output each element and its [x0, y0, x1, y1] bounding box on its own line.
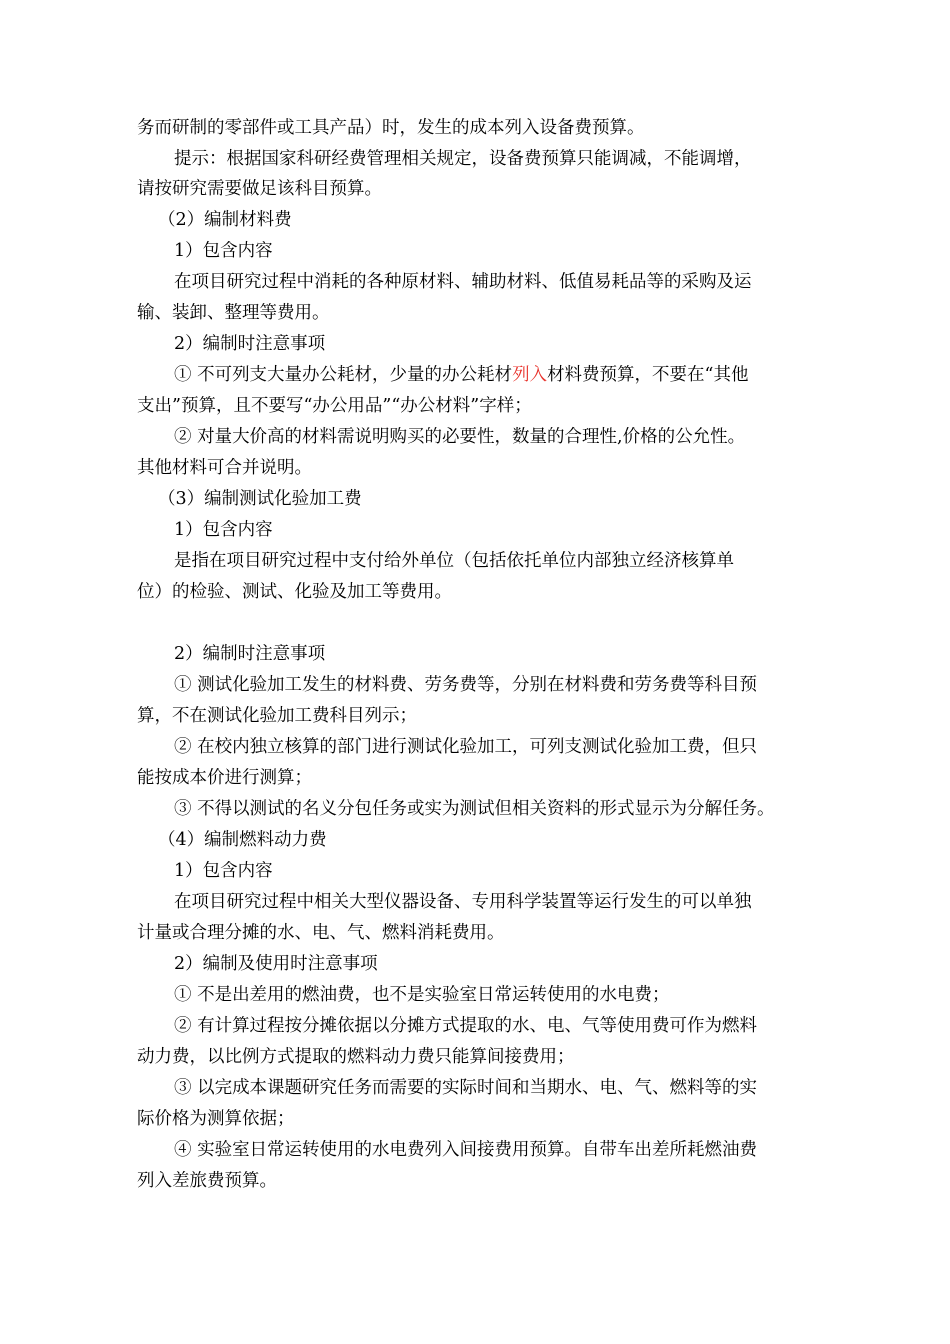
subsection-heading: 1）包含内容 — [174, 520, 273, 540]
section-heading: （3）编制测试化验加工费 — [158, 489, 362, 509]
paragraph-line: 在项目研究过程中消耗的各种原材料、辅助材料、低值易耗品等的采购及运 — [174, 272, 752, 292]
paragraph-line: 请按研究需要做足该科目预算。 — [137, 179, 382, 199]
paragraph-line: 计量或合理分摊的水、电、气、燃料消耗费用。 — [137, 923, 505, 943]
paragraph-line: ② 在校内独立核算的部门进行测试化验加工，可列支测试化验加工费，但只 — [174, 737, 758, 757]
paragraph-line: 算，不在测试化验加工费科目列示； — [137, 706, 417, 726]
paragraph-line: 列入差旅费预算。 — [137, 1171, 277, 1191]
paragraph-line: 在项目研究过程中相关大型仪器设备、专用科学装置等运行发生的可以单独 — [174, 892, 752, 912]
paragraph-line: 提示：根据国家科研经费管理相关规定，设备费预算只能调减，不能调增， — [174, 149, 752, 169]
paragraph-line: 位）的检验、测试、化验及加工等费用。 — [137, 582, 452, 602]
paragraph-line: 其他材料可合并说明。 — [137, 458, 312, 478]
paragraph-line: ③ 不得以测试的名义分包任务或实为测试但相关资料的形式显示为分解任务。 — [174, 799, 775, 819]
paragraph-line: 动力费，以比例方式提取的燃料动力费只能算间接费用； — [137, 1047, 575, 1067]
highlighted-text: 列入 — [512, 365, 548, 385]
paragraph-line: ③ 以完成本课题研究任务而需要的实际时间和当期水、电、气、燃料等的实 — [174, 1078, 758, 1098]
paragraph-line: ② 对量大价高的材料需说明购买的必要性，数量的合理性,价格的公允性。 — [174, 427, 746, 447]
paragraph-line: 务而研制的零部件或工具产品）时，发生的成本列入设备费预算。 — [137, 118, 645, 138]
paragraph-line: ④ 实验室日常运转使用的水电费列入间接费用预算。自带车出差所耗燃油费 — [174, 1140, 758, 1160]
subsection-heading: 2）编制时注意事项 — [174, 334, 326, 354]
line-text: 材料费预算，不要在“其他 — [547, 365, 749, 385]
subsection-heading: 1）包含内容 — [174, 241, 273, 261]
paragraph-line: 支出”预算，且不要写“办公用品”“办公材料”字样； — [137, 396, 532, 416]
subsection-heading: 2）编制及使用时注意事项 — [174, 954, 378, 974]
paragraph-line: ① 不是出差用的燃油费，也不是实验室日常运转使用的水电费； — [174, 985, 670, 1005]
section-heading: （4）编制燃料动力费 — [158, 830, 327, 850]
subsection-heading: 2）编制时注意事项 — [174, 644, 326, 664]
paragraph-line: 输、装卸、整理等费用。 — [137, 303, 330, 323]
paragraph-line: 际价格为测算依据； — [137, 1109, 295, 1129]
line-text: ① 不可列支大量办公耗材，少量的办公耗材 — [174, 365, 513, 385]
subsection-heading: 1）包含内容 — [174, 861, 273, 881]
paragraph-line — [174, 364, 749, 386]
paragraph-line: 是指在项目研究过程中支付给外单位（包括依托单位内部独立经济核算单 — [174, 551, 734, 571]
paragraph-line: ① 测试化验加工发生的材料费、劳务费等，分别在材料费和劳务费等科目预 — [174, 675, 758, 695]
paragraph-line: 能按成本价进行测算； — [137, 768, 312, 788]
section-heading: （2）编制材料费 — [158, 210, 292, 230]
paragraph-line: ② 有计算过程按分摊依据以分摊方式提取的水、电、气等使用费可作为燃料 — [174, 1016, 758, 1036]
